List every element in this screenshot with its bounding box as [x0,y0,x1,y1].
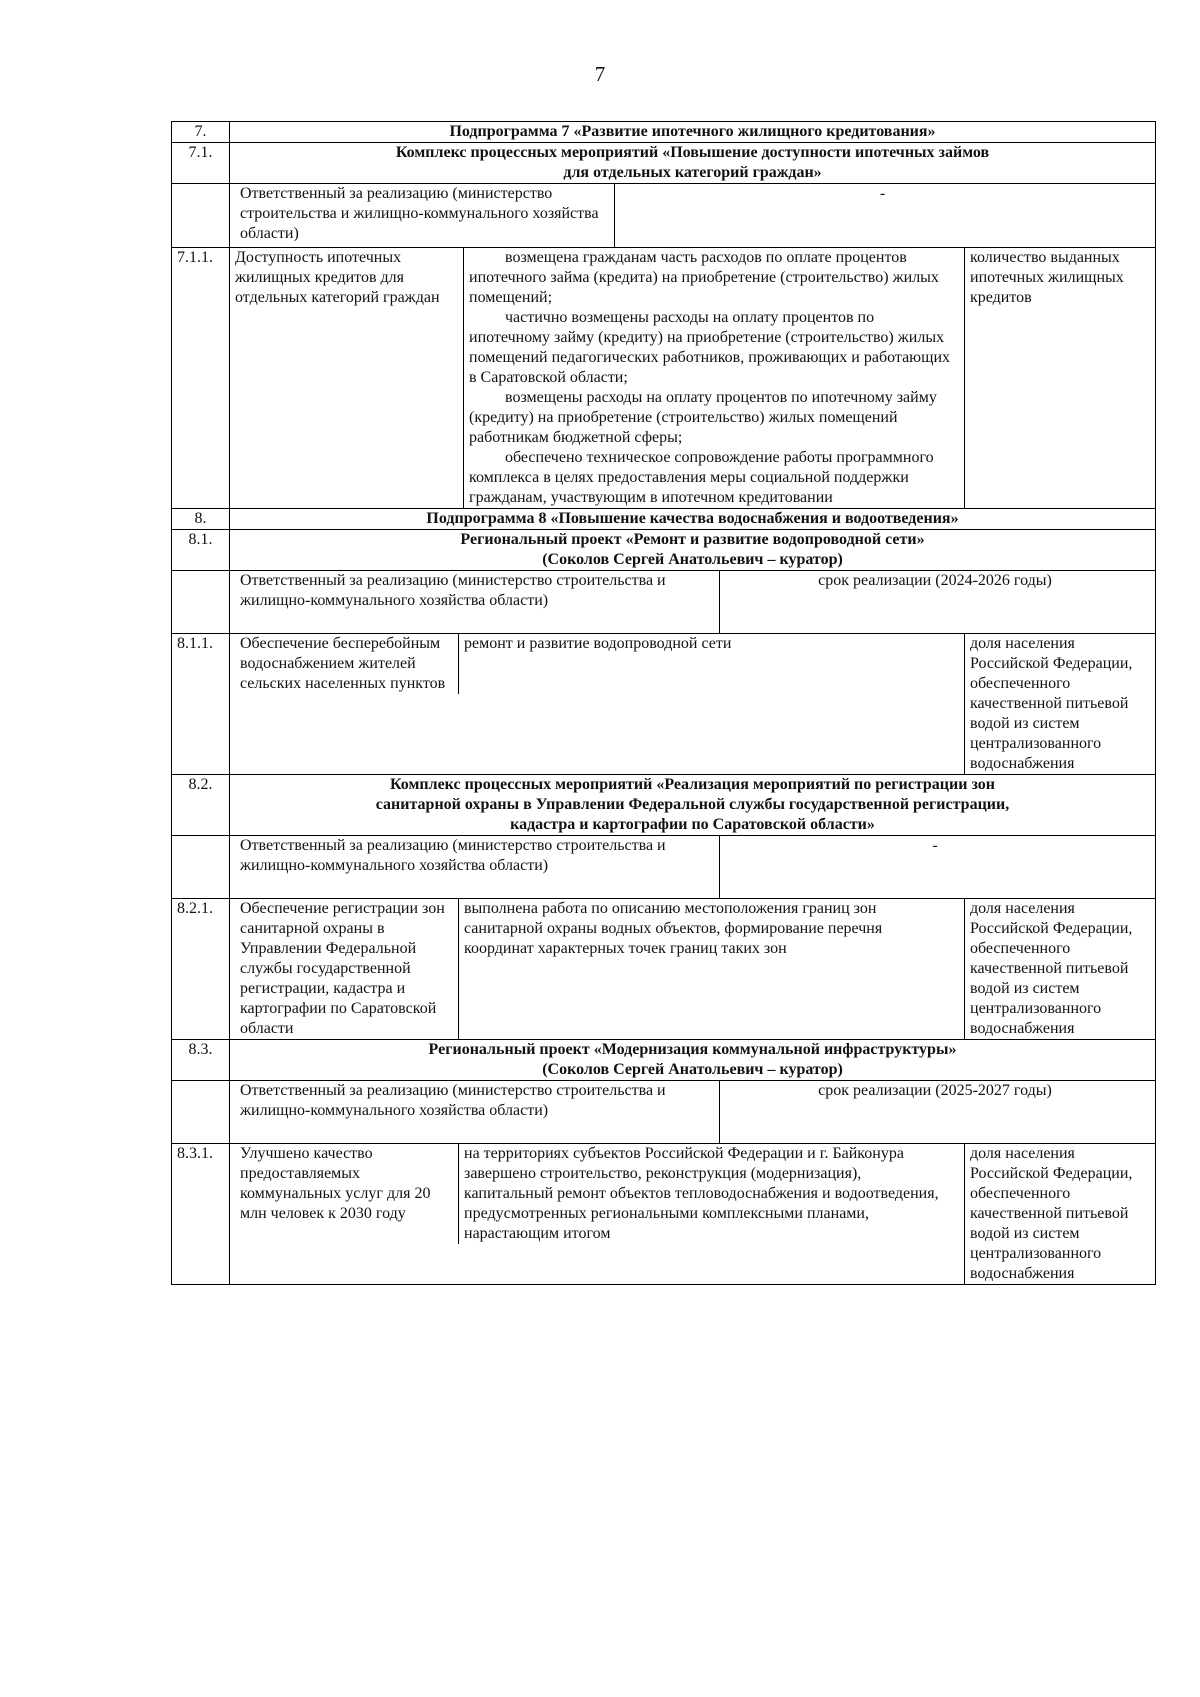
title-line: Региональный проект «Ремонт и развитие водопроводной сети» [460,531,925,548]
row-number: 7.1. [172,143,230,184]
responsible-row [230,1081,1156,1144]
section-title: Подпрограмма 8 «Повышение качества водоснабжения и водоотведения» [230,509,1156,530]
task-result-cell [230,899,965,1040]
title-line: Региональный проект «Модернизация коммунальной инфраструктуры» [428,1041,957,1058]
row-number: 8. [172,509,230,530]
task-cell: Улучшено качество предоставляемых коммунальных услуг для 20 млн человек к 2030 году [235,1144,459,1244]
row-number: 7. [172,122,230,143]
indicator-cell: доля населения Российской Федерации, обеспеченного качественной питьевой водой из систем централизованного водоснабжения [965,1144,1156,1285]
row-number: 8.3. [172,1040,230,1081]
responsible-value: - [879,185,886,202]
task-cell: Обеспечение бесперебойным водоснабжением жителей сельских населенных пунктов [235,634,459,694]
row-number: 8.2.1. [172,899,230,1040]
responsible-value: срок реализации (2025-2027 годы) [818,1082,1052,1099]
result-paragraph: обеспечено техническое сопровождение работы программного комплекса в целях предоставления меры социальной поддержки гражданам, участвующим в ипотечном кредитовании [469,449,934,506]
title-line: (Соколов Сергей Анатольевич – куратор) [542,551,843,568]
task-result-cell [230,1144,965,1285]
table-row [172,1081,1156,1144]
table-row [172,899,1156,1040]
indicator-cell: доля населения Российской Федерации, обеспеченного качественной питьевой водой из систем централизованного водоснабжения [965,899,1156,1040]
responsible-value: - [932,837,938,854]
result-cell: на территориях субъектов Российской Федерации и г. Байконура завершено строительство, реконструкция (модернизация), капитальный ремонт объектов тепловодоснабжения и водоотведения, предусмотренных региональными комплексными планами, нарастающим итогом [464,1145,939,1242]
title-line: санитарной охраны в Управлении Федеральной службы государственной регистрации, [375,796,1010,813]
task-result-cell [230,634,965,775]
page-number: 7 [594,62,606,86]
row-number: 8.2. [172,775,230,836]
title-line: кадастра и картографии по Саратовской области» [510,816,875,833]
indicator-cell: доля населения Российской Федерации, обеспеченного качественной питьевой водой из систем централизованного водоснабжения [965,634,1156,775]
responsible-row [230,184,1156,248]
row-number: 8.1.1. [172,634,230,775]
section-title [230,1040,1156,1081]
indicator-cell: количество выданных ипотечных жилищных кредитов [965,248,1156,509]
responsible-text: Ответственный за реализацию (министерство строительства и жилищно-коммунального хозяйства области) [235,1081,720,1143]
empty-cell [172,184,230,248]
title-line: (Соколов Сергей Анатольевич – куратор) [542,1061,843,1078]
table-row [172,122,1156,143]
section-title [230,775,1156,836]
row-number: 8.3.1. [172,1144,230,1285]
result-paragraph: возмещена гражданам часть расходов по оплате процентов ипотечного займа (кредита) на приобретение (строительство) жилых помещений; [469,249,939,306]
result-paragraph: возмещены расходы на оплату процентов по ипотечному займу (кредиту) на приобретение (строительство) жилых помещений работникам бюджетной сферы; [469,389,937,446]
result-paragraph: частично возмещены расходы на оплату процентов по ипотечному займу (кредиту) на приобретение (строительство) жилых помещений педагогических работников, проживающих и работающих в Саратовской области; [469,309,951,386]
table-row [172,775,1156,836]
section-title [230,530,1156,571]
task-cell: Доступность ипотечных жилищных кредитов для отдельных категорий граждан [230,248,464,509]
responsible-text: Ответственный за реализацию (министерство строительства и жилищно-коммунального хозяйства области) [235,836,720,898]
responsible-text: Ответственный за реализацию (министерство строительства и жилищно-коммунального хозяйства области) [235,184,615,247]
table-row [172,248,1156,509]
table-row [172,184,1156,248]
table-row [172,530,1156,571]
table-row [172,634,1156,775]
result-cell: выполнена работа по описанию местоположения границ зон санитарной охраны водных объектов, формирование перечня координат характерных точек границ таких зон [464,900,883,957]
responsible-text: Ответственный за реализацию (министерство строительства и жилищно-коммунального хозяйства области) [235,571,720,633]
task-cell: Обеспечение регистрации зон санитарной охраны в Управлении Федеральной службы государственной регистрации, кадастра и картографии по Саратовской области [235,899,459,1039]
title-line: Комплекс процессных мероприятий «Повышение доступности ипотечных займов [395,144,990,161]
table-row [172,836,1156,899]
table-row [172,1144,1156,1285]
program-table [171,121,1156,1285]
section-title [230,143,1156,184]
responsible-value: срок реализации (2024-2026 годы) [818,572,1052,589]
table-row [172,571,1156,634]
title-line: Комплекс процессных мероприятий «Реализация мероприятий по регистрации зон [389,776,996,793]
section-title: Подпрограмма 7 «Развитие ипотечного жилищного кредитования» [230,122,1156,143]
row-number: 8.1. [172,530,230,571]
result-cell [464,248,965,509]
result-cell: ремонт и развитие водопроводной сети [464,635,732,652]
table-row [172,509,1156,530]
empty-cell [172,836,230,899]
responsible-row [230,571,1156,634]
table-row [172,143,1156,184]
table-row [172,1040,1156,1081]
empty-cell [172,1081,230,1144]
empty-cell [172,571,230,634]
responsible-row [230,836,1156,899]
row-number: 7.1.1. [172,248,230,509]
title-line: для отдельных категорий граждан» [563,164,822,181]
